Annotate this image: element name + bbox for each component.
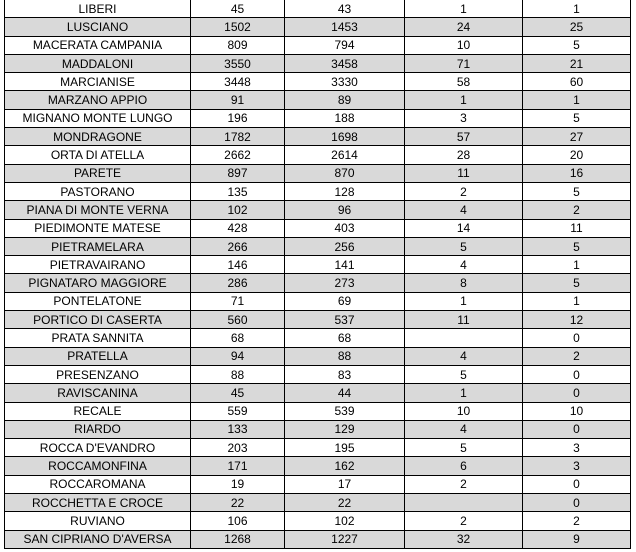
municipality-cell: LIBERI — [5, 0, 191, 18]
value-cell-2: 195 — [285, 439, 405, 457]
table-row — [5, 164, 631, 182]
value-cell-4: 0 — [523, 494, 631, 512]
value-cell-4: 1 — [523, 256, 631, 274]
value-cell-4: 10 — [523, 402, 631, 420]
table-row — [5, 54, 631, 72]
table-row — [5, 146, 631, 164]
value-cell-3: 1 — [405, 384, 523, 402]
value-cell-3: 57 — [405, 128, 523, 146]
table-row — [5, 182, 631, 200]
value-cell-2: 273 — [285, 274, 405, 292]
municipality-cell: ROCCAROMANA — [5, 475, 191, 493]
table-row — [5, 91, 631, 109]
value-cell-2: 129 — [285, 420, 405, 438]
value-cell-1: 196 — [191, 109, 285, 127]
value-cell-4: 5 — [523, 109, 631, 127]
value-cell-1: 2662 — [191, 146, 285, 164]
municipality-cell: PRATA SANNITA — [5, 329, 191, 347]
table-row — [5, 384, 631, 402]
value-cell-3: 58 — [405, 73, 523, 91]
table-row — [5, 457, 631, 475]
value-cell-1: 19 — [191, 475, 285, 493]
table-row — [5, 292, 631, 310]
municipality-cell: PIANA DI MONTE VERNA — [5, 201, 191, 219]
value-cell-2: 43 — [285, 0, 405, 18]
value-cell-2: 69 — [285, 292, 405, 310]
table-row — [5, 237, 631, 255]
value-cell-4: 5 — [523, 237, 631, 255]
value-cell-1: 91 — [191, 91, 285, 109]
value-cell-1: 809 — [191, 36, 285, 54]
value-cell-1: 203 — [191, 439, 285, 457]
municipality-cell: MARZANO APPIO — [5, 91, 191, 109]
value-cell-4: 0 — [523, 329, 631, 347]
municipality-cell: PONTELATONE — [5, 292, 191, 310]
value-cell-2: 22 — [285, 494, 405, 512]
value-cell-4: 60 — [523, 73, 631, 91]
value-cell-2: 128 — [285, 182, 405, 200]
table-row — [5, 256, 631, 274]
value-cell-4: 25 — [523, 18, 631, 36]
table-row — [5, 439, 631, 457]
value-cell-4: 27 — [523, 128, 631, 146]
value-cell-2: 96 — [285, 201, 405, 219]
municipality-cell: MARCIANISE — [5, 73, 191, 91]
value-cell-3: 24 — [405, 18, 523, 36]
value-cell-4: 1 — [523, 91, 631, 109]
value-cell-3: 2 — [405, 512, 523, 530]
value-cell-1: 133 — [191, 420, 285, 438]
value-cell-4: 0 — [523, 475, 631, 493]
municipality-cell: ROCCHETTA E CROCE — [5, 494, 191, 512]
municipality-cell: RUVIANO — [5, 512, 191, 530]
value-cell-3: 1 — [405, 0, 523, 18]
value-cell-2: 3458 — [285, 54, 405, 72]
value-cell-1: 3550 — [191, 54, 285, 72]
value-cell-4: 3 — [523, 439, 631, 457]
value-cell-4: 1 — [523, 0, 631, 18]
value-cell-1: 135 — [191, 182, 285, 200]
value-cell-2: 403 — [285, 219, 405, 237]
value-cell-4: 1 — [523, 292, 631, 310]
value-cell-1: 1268 — [191, 530, 285, 548]
table-row — [5, 201, 631, 219]
table-row — [5, 0, 631, 18]
value-cell-3: 11 — [405, 164, 523, 182]
table-row — [5, 18, 631, 36]
value-cell-2: 89 — [285, 91, 405, 109]
table-row — [5, 311, 631, 329]
value-cell-1: 3448 — [191, 73, 285, 91]
value-cell-4: 12 — [523, 311, 631, 329]
value-cell-4: 0 — [523, 384, 631, 402]
table-row — [5, 530, 631, 548]
value-cell-3: 4 — [405, 347, 523, 365]
value-cell-3: 3 — [405, 109, 523, 127]
table-row — [5, 219, 631, 237]
value-cell-3: 4 — [405, 201, 523, 219]
value-cell-2: 1227 — [285, 530, 405, 548]
value-cell-3: 2 — [405, 182, 523, 200]
value-cell-3: 14 — [405, 219, 523, 237]
municipality-cell: LUSCIANO — [5, 18, 191, 36]
municipality-cell: MACERATA CAMPANIA — [5, 36, 191, 54]
value-cell-4: 3 — [523, 457, 631, 475]
value-cell-3: 32 — [405, 530, 523, 548]
municipality-cell: PRATELLA — [5, 347, 191, 365]
table-body — [5, 0, 631, 548]
municipality-cell: PIGNATARO MAGGIORE — [5, 274, 191, 292]
table-row — [5, 36, 631, 54]
table-row — [5, 420, 631, 438]
value-cell-4: 9 — [523, 530, 631, 548]
municipality-cell: MIGNANO MONTE LUNGO — [5, 109, 191, 127]
value-cell-3: 11 — [405, 311, 523, 329]
value-cell-1: 428 — [191, 219, 285, 237]
value-cell-3: 1 — [405, 292, 523, 310]
value-cell-2: 2614 — [285, 146, 405, 164]
value-cell-3: 5 — [405, 237, 523, 255]
municipality-cell: RIARDO — [5, 420, 191, 438]
value-cell-1: 22 — [191, 494, 285, 512]
table-row — [5, 73, 631, 91]
value-cell-4: 5 — [523, 36, 631, 54]
municipality-cell: PIETRAVAIRANO — [5, 256, 191, 274]
value-cell-4: 16 — [523, 164, 631, 182]
value-cell-1: 897 — [191, 164, 285, 182]
value-cell-1: 94 — [191, 347, 285, 365]
municipality-cell: MADDALONI — [5, 54, 191, 72]
value-cell-2: 102 — [285, 512, 405, 530]
table-row — [5, 494, 631, 512]
value-cell-3: 5 — [405, 365, 523, 383]
value-cell-4: 5 — [523, 182, 631, 200]
value-cell-4: 21 — [523, 54, 631, 72]
value-cell-1: 559 — [191, 402, 285, 420]
table-row — [5, 365, 631, 383]
value-cell-2: 537 — [285, 311, 405, 329]
value-cell-2: 17 — [285, 475, 405, 493]
value-cell-4: 2 — [523, 512, 631, 530]
municipality-cell: PRESENZANO — [5, 365, 191, 383]
municipality-cell: RAVISCANINA — [5, 384, 191, 402]
value-cell-1: 45 — [191, 384, 285, 402]
value-cell-4: 20 — [523, 146, 631, 164]
value-cell-4: 5 — [523, 274, 631, 292]
value-cell-1: 560 — [191, 311, 285, 329]
municipality-cell: ORTA DI ATELLA — [5, 146, 191, 164]
value-cell-2: 539 — [285, 402, 405, 420]
value-cell-3: 28 — [405, 146, 523, 164]
value-cell-3: 2 — [405, 475, 523, 493]
value-cell-2: 870 — [285, 164, 405, 182]
value-cell-3: 4 — [405, 256, 523, 274]
value-cell-1: 68 — [191, 329, 285, 347]
table-row — [5, 475, 631, 493]
value-cell-3: 71 — [405, 54, 523, 72]
value-cell-2: 88 — [285, 347, 405, 365]
table-row — [5, 109, 631, 127]
value-cell-1: 102 — [191, 201, 285, 219]
value-cell-1: 146 — [191, 256, 285, 274]
municipality-cell: PIEDIMONTE MATESE — [5, 219, 191, 237]
municipality-cell: ROCCA D'EVANDRO — [5, 439, 191, 457]
value-cell-4: 11 — [523, 219, 631, 237]
value-cell-2: 188 — [285, 109, 405, 127]
table-row — [5, 402, 631, 420]
table-row — [5, 512, 631, 530]
table-row — [5, 274, 631, 292]
municipality-cell: ROCCAMONFINA — [5, 457, 191, 475]
value-cell-2: 1453 — [285, 18, 405, 36]
value-cell-2: 83 — [285, 365, 405, 383]
municipality-cell: SAN CIPRIANO D'AVERSA — [5, 530, 191, 548]
value-cell-2: 162 — [285, 457, 405, 475]
value-cell-4: 0 — [523, 365, 631, 383]
value-cell-4: 2 — [523, 201, 631, 219]
municipality-cell: MONDRAGONE — [5, 128, 191, 146]
municipality-cell: RECALE — [5, 402, 191, 420]
value-cell-3: 10 — [405, 36, 523, 54]
value-cell-1: 266 — [191, 237, 285, 255]
value-cell-3: 8 — [405, 274, 523, 292]
value-cell-3: 5 — [405, 439, 523, 457]
value-cell-3 — [405, 329, 523, 347]
value-cell-2: 44 — [285, 384, 405, 402]
table-row — [5, 128, 631, 146]
value-cell-2: 3330 — [285, 73, 405, 91]
value-cell-1: 88 — [191, 365, 285, 383]
value-cell-2: 1698 — [285, 128, 405, 146]
value-cell-2: 256 — [285, 237, 405, 255]
value-cell-3 — [405, 494, 523, 512]
value-cell-2: 794 — [285, 36, 405, 54]
municipality-cell: PORTICO DI CASERTA — [5, 311, 191, 329]
municipality-cell: PASTORANO — [5, 182, 191, 200]
table-row — [5, 347, 631, 365]
value-cell-4: 2 — [523, 347, 631, 365]
table-row — [5, 329, 631, 347]
municipality-data-table — [4, 0, 631, 549]
value-cell-3: 10 — [405, 402, 523, 420]
value-cell-1: 171 — [191, 457, 285, 475]
value-cell-1: 1502 — [191, 18, 285, 36]
municipality-cell: PARETE — [5, 164, 191, 182]
value-cell-1: 106 — [191, 512, 285, 530]
value-cell-3: 1 — [405, 91, 523, 109]
value-cell-1: 286 — [191, 274, 285, 292]
value-cell-2: 141 — [285, 256, 405, 274]
value-cell-1: 1782 — [191, 128, 285, 146]
value-cell-3: 4 — [405, 420, 523, 438]
value-cell-4: 0 — [523, 420, 631, 438]
value-cell-1: 45 — [191, 0, 285, 18]
municipality-cell: PIETRAMELARA — [5, 237, 191, 255]
value-cell-2: 68 — [285, 329, 405, 347]
value-cell-1: 71 — [191, 292, 285, 310]
value-cell-3: 6 — [405, 457, 523, 475]
